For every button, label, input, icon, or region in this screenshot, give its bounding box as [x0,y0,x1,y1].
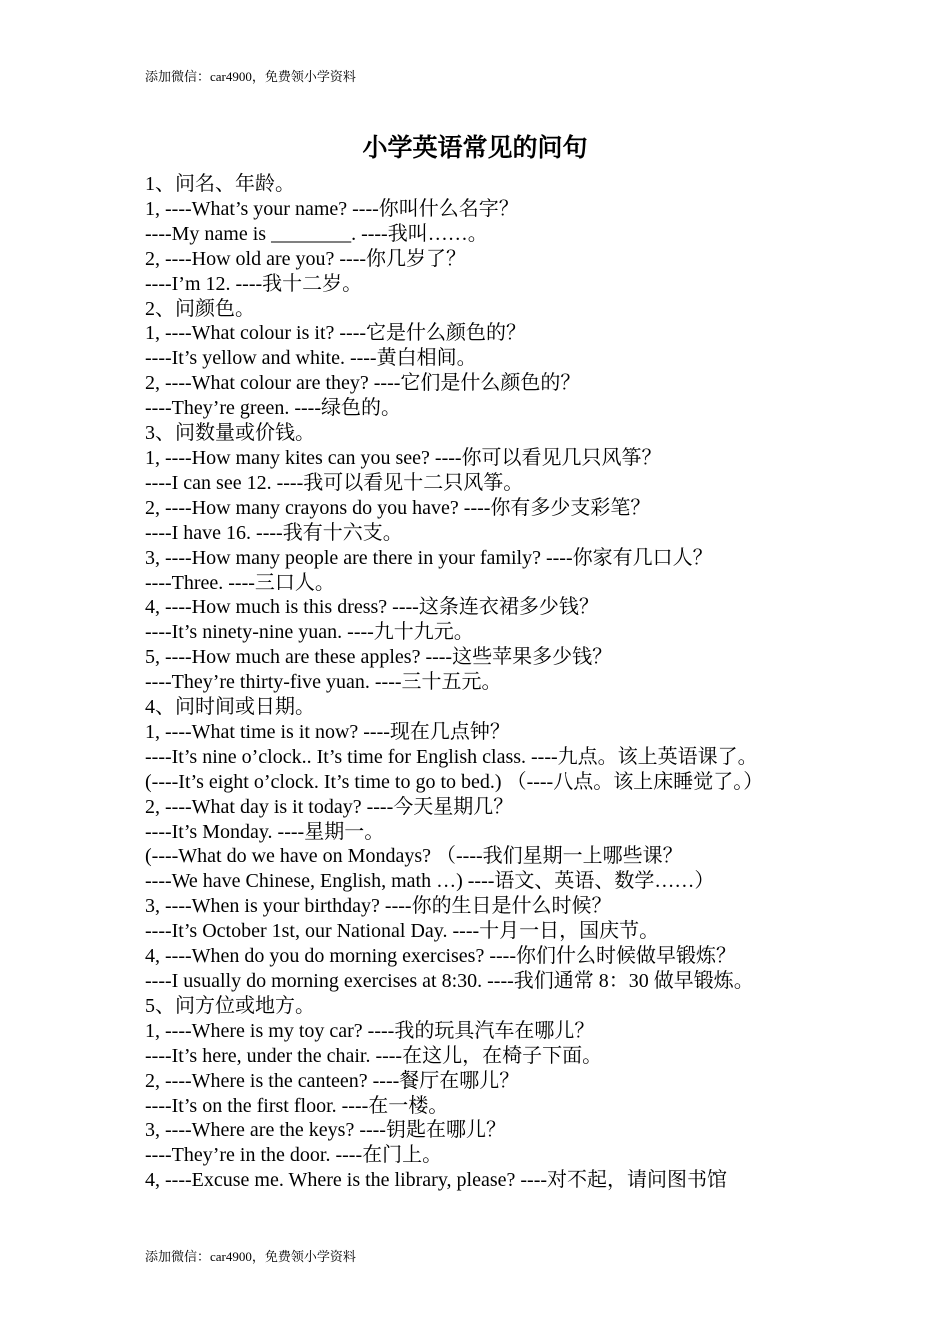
page-header: 添加微信：car4900，免费领小学资料 [145,69,356,84]
text-line: ----I have 16. ----我有十六支。 [145,521,403,544]
text-line: ----Three. ----三口人。 [145,571,335,594]
text-line: ----It’s Monday. ----星期一。 [145,820,385,843]
text-line: ----It’s here, under the chair. ----在这儿，在椅子下面。 [145,1044,603,1067]
section-heading-quantity-price: 3、问数量或价钱。 [145,422,315,445]
text-line: ----I can see 12. ----我可以看见十二只风筝。 [145,471,524,494]
text-line: ----They’re in the door. ----在门上。 [145,1144,443,1167]
section-heading-location: 5、问方位或地方。 [145,994,315,1017]
text-line: ----It’s on the first floor. ----在一楼。 [145,1094,449,1117]
text-line: 3, ----When is your birthday? ----你的生日是什么时候？ [145,895,612,918]
section-heading-names-ages: 1、问名、年龄。 [145,173,295,195]
text-line: 4, ----When do you do morning exercises? ----你们什么时候做早锻炼？ [145,945,736,968]
text-line: 2, ----What colour are they? ----它们是什么颜色的？ [145,372,581,395]
text-line: ----I’m 12. ----我十二岁。 [145,272,363,295]
document-title: 小学英语常见的问句 [362,135,588,162]
text-line: (----What do we have on Mondays? （----我们星期一上哪些课？ [145,845,683,868]
text-line: (----It’s eight o’clock. It’s time to go to bed.) （----八点。该上床睡觉了。） [145,770,764,793]
text-line: 1, ----Where is my toy car? ----我的玩具汽车在哪儿？ [145,1019,595,1042]
text-line: ----My name is ________. ----我叫……。 [145,222,488,245]
section-heading-colours: 2、问颜色。 [145,297,255,320]
text-line: ----It’s October 1st, our National Day. ----十月一日，国庆节。 [145,920,660,943]
text-line: 4, ----How much is this dress? ----这条连衣裙多少钱？ [145,596,599,619]
text-line: 1, ----What time is it now? ----现在几点钟？ [145,720,510,743]
section-heading-time-date: 4、问时间或日期。 [145,696,315,719]
text-line: 2, ----How many crayons do you have? ----你有多少支彩笔？ [145,496,651,519]
text-line: 2, ----What day is it today? ----今天星期几？ [145,795,514,818]
text-line: ----They’re thirty-five yuan. ----三十五元。 [145,671,502,694]
text-line: ----We have Chinese, English, math …) ----语文、英语、数学……） [145,870,715,893]
text-line: 2, ----Where is the canteen? ----餐厅在哪儿？ [145,1069,520,1092]
text-line: ----They’re green. ----绿色的。 [145,397,401,420]
text-line: 1, ----What’s your name? ----你叫什么名字？ [145,197,519,220]
text-line: 4, ----Excuse me. Where is the library, please? ----对不起，请问图书馆 [145,1169,728,1192]
text-line: 1, ----How many kites can you see? ----你可以看见几只风筝？ [145,446,662,469]
text-line: 3, ----Where are the keys? ----钥匙在哪儿？ [145,1119,506,1142]
page-footer: 添加微信：car4900，免费领小学资料 [145,1249,356,1264]
text-line: 3, ----How many people are there in your family? ----你家有几口人？ [145,546,713,569]
text-line: 5, ----How much are these apples? ----这些苹果多少钱？ [145,646,613,669]
text-line: ----It’s nine o’clock.. It’s time for English class. ----九点。该上英语课了。 [145,745,758,768]
text-line: ----I usually do morning exercises at 8:30. ----我们通常 8：30 做早锻炼。 [145,970,754,992]
text-line: 2, ----How old are you? ----你几岁了？ [145,247,467,270]
document-body [145,172,820,1193]
text-line: ----It’s ninety-nine yuan. ----九十九元。 [145,621,474,644]
text-line: 1, ----What colour is it? ----它是什么颜色的？ [145,322,527,345]
text-line: ----It’s yellow and white. ----黄白相间。 [145,347,477,370]
